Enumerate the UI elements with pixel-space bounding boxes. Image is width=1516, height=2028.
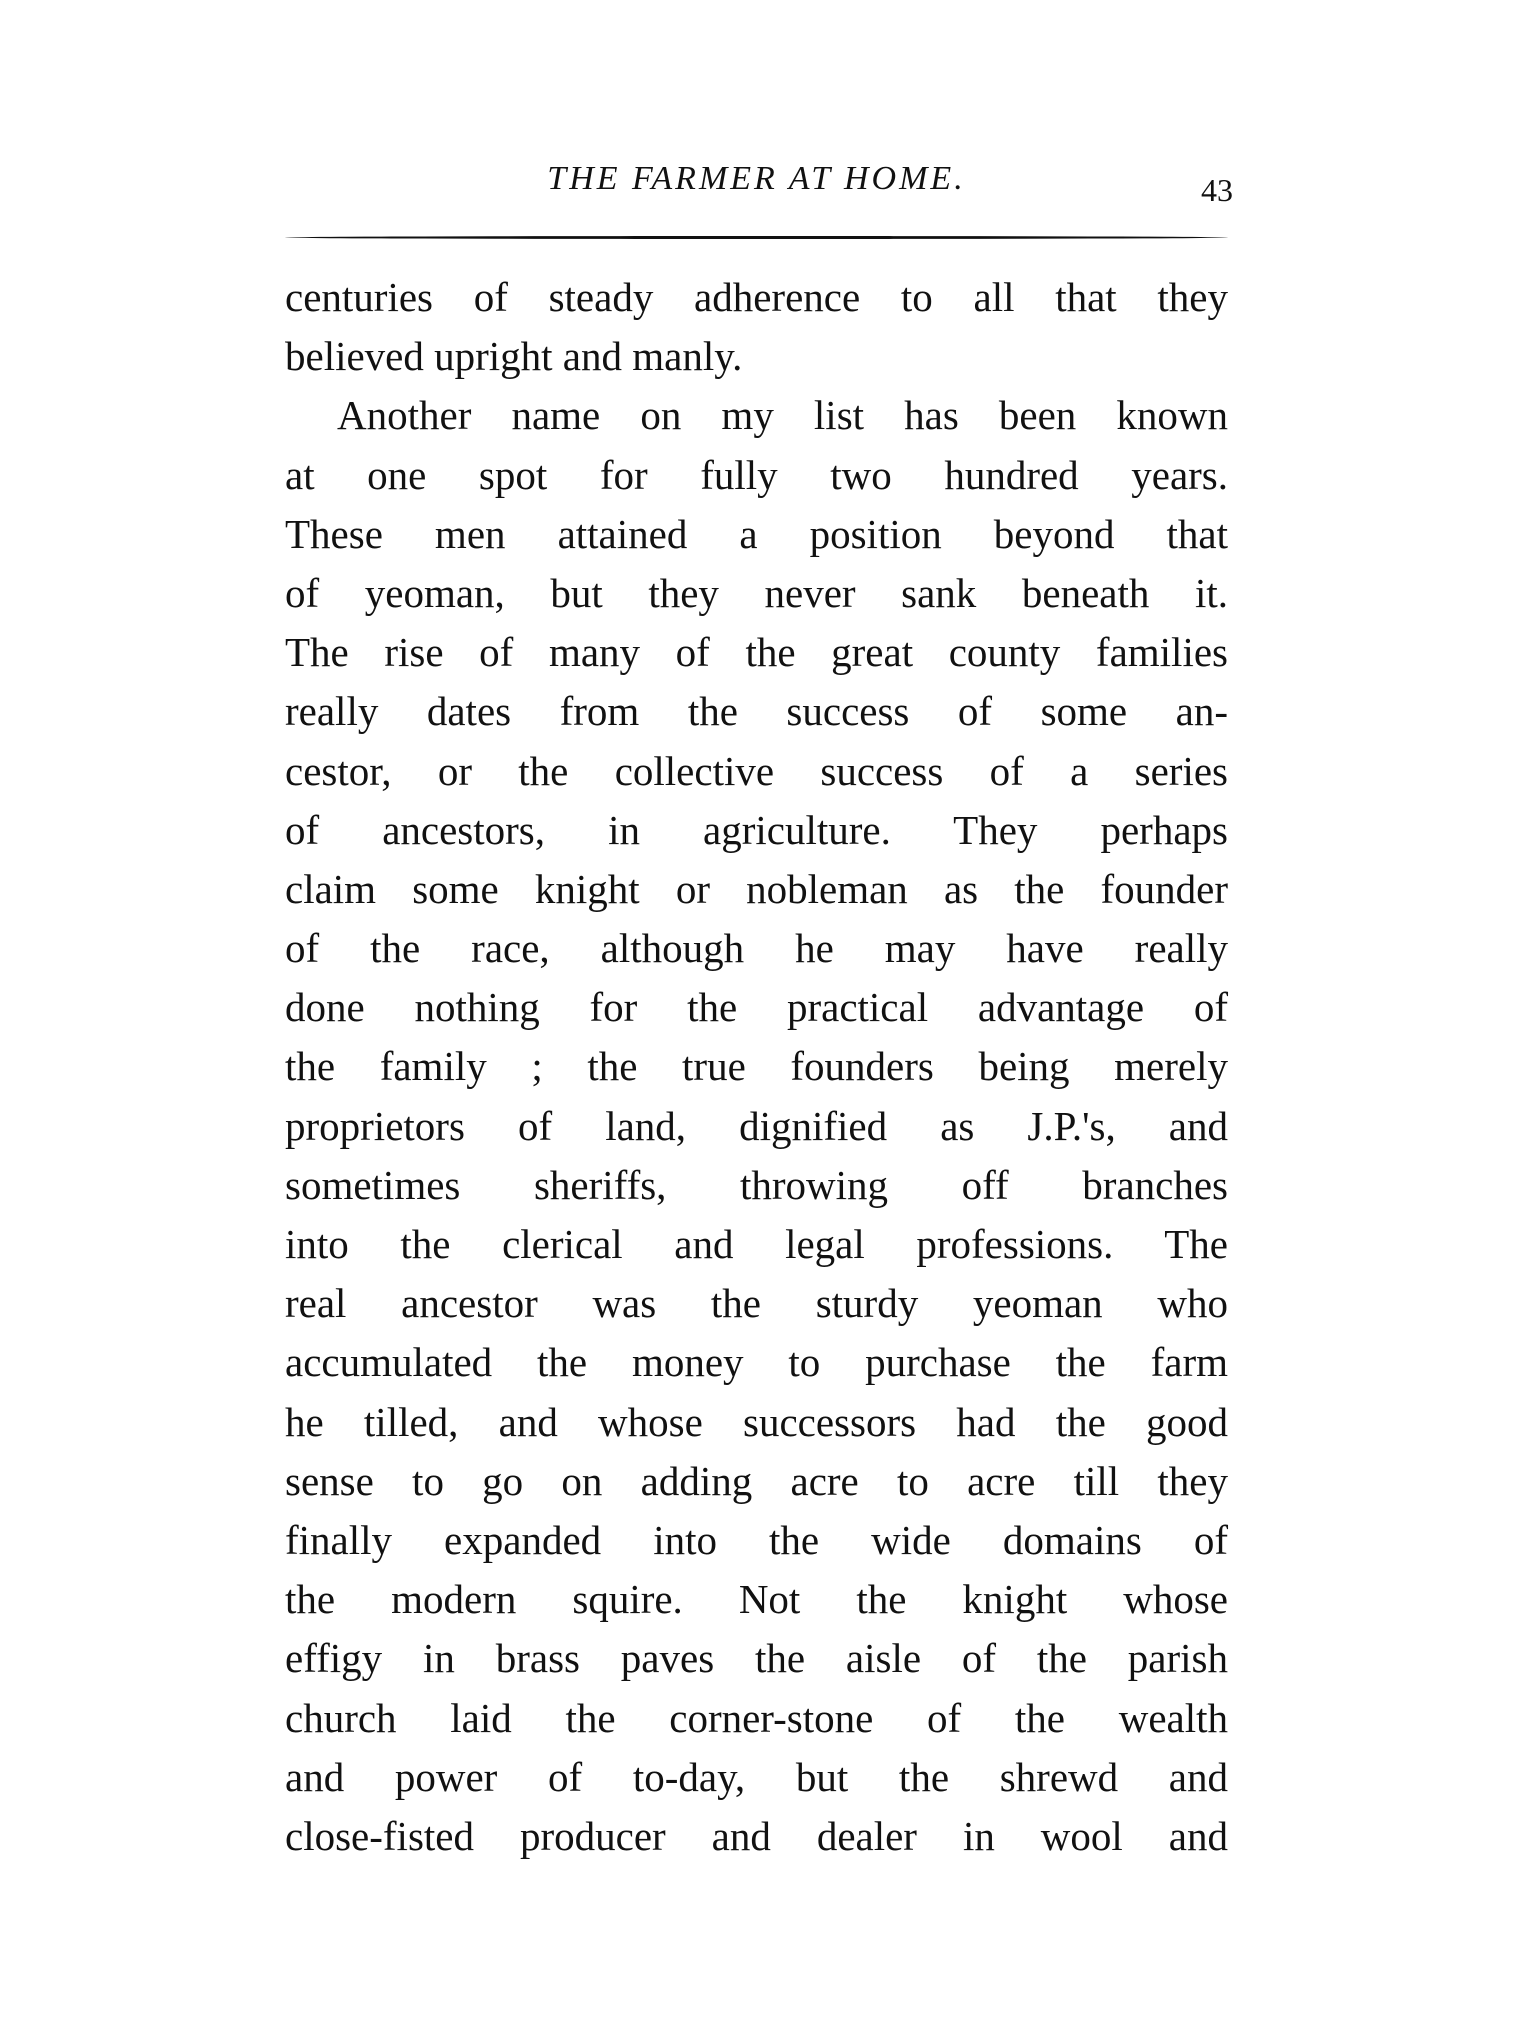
- text-line: the modern squire. Not the knight whose: [285, 1576, 1228, 1623]
- body-text: [285, 268, 1228, 1866]
- text-line: accumulated the money to purchase the farm: [285, 1339, 1228, 1386]
- text-line: sense to go on adding acre to acre till they: [285, 1457, 1228, 1504]
- text-line: of the race, although he may have really: [285, 925, 1228, 972]
- text-line: of yeoman, but they never sank beneath it.: [285, 569, 1228, 616]
- text-line: Another name on my list has been known: [337, 392, 1228, 439]
- text-line: effigy in brass paves the aisle of the parish: [285, 1635, 1228, 1682]
- text-line: of ancestors, in agriculture. They perhaps: [285, 806, 1228, 853]
- text-line: church laid the corner-stone of the wealth: [285, 1694, 1228, 1741]
- text-line: he tilled, and whose successors had the good: [285, 1398, 1228, 1445]
- text-line: at one spot for fully two hundred years.: [285, 451, 1228, 498]
- text-line: sometimes sheriffs, throwing off branches: [285, 1161, 1228, 1208]
- text-line: and power of to-day, but the shrewd and: [285, 1753, 1228, 1800]
- text-line: really dates from the success of some an-: [285, 688, 1228, 735]
- text-line: done nothing for the practical advantage of: [285, 984, 1228, 1031]
- text-line: The rise of many of the great county families: [285, 629, 1228, 676]
- text-line: believed upright and manly.: [285, 333, 743, 380]
- text-line: cestor, or the collective success of a series: [285, 747, 1228, 794]
- text-line: into the clerical and legal professions. The: [285, 1221, 1228, 1267]
- page-number: 43: [1201, 172, 1233, 208]
- text-line: finally expanded into the wide domains of: [285, 1516, 1228, 1563]
- text-line: proprietors of land, dignified as J.P.'s, and: [285, 1102, 1228, 1149]
- header-rule: [285, 236, 1228, 239]
- text-line: claim some knight or nobleman as the founder: [285, 865, 1228, 912]
- text-line: centuries of steady adherence to all that they: [285, 274, 1228, 320]
- text-line: close-fisted producer and dealer in wool and: [285, 1812, 1228, 1859]
- text-line: the family ; the true founders being merely: [285, 1043, 1228, 1090]
- text-line: These men attained a position beyond that: [285, 510, 1228, 557]
- text-line: real ancestor was the sturdy yeoman who: [285, 1280, 1228, 1327]
- running-title: THE FARMER AT HOME.: [547, 160, 966, 197]
- page-header: [285, 160, 1233, 210]
